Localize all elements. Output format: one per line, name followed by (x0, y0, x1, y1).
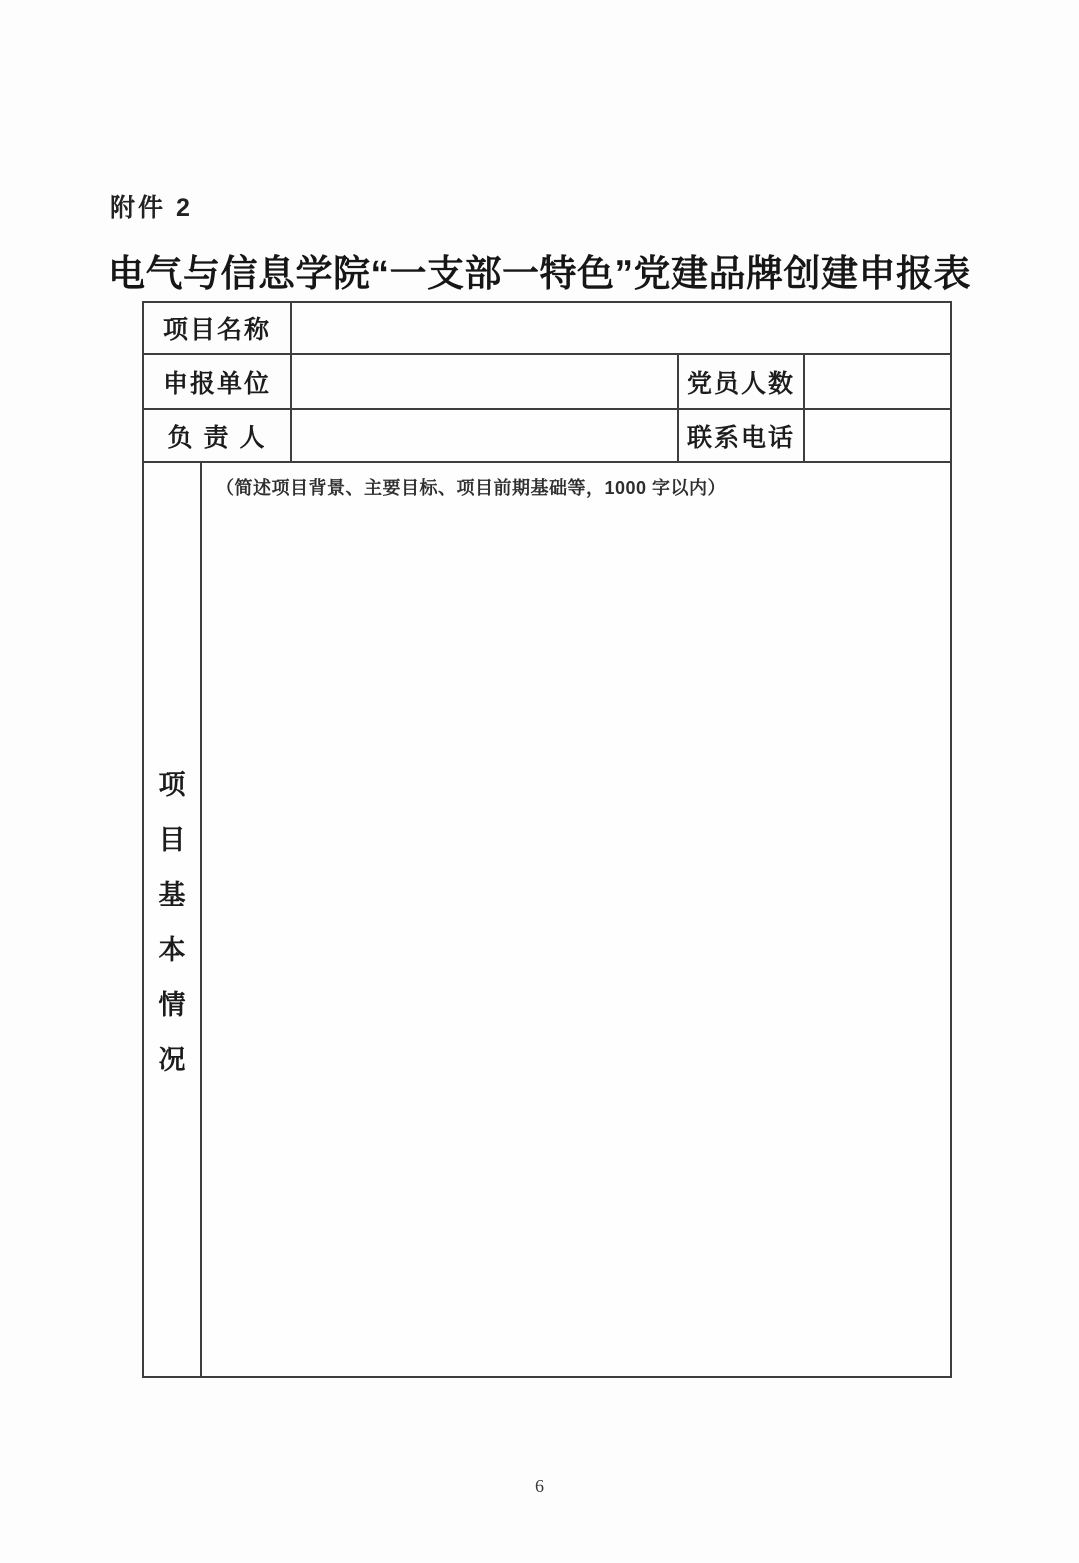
table-row (143, 302, 951, 354)
application-form-table (142, 301, 952, 1378)
side-label-char: 项 (158, 769, 186, 800)
basic-info-side-cell (143, 462, 201, 1377)
basic-info-field (201, 462, 951, 1377)
attachment-label: 附件 2 (110, 194, 193, 222)
project-name-field (291, 302, 951, 354)
applicant-unit-field (291, 354, 678, 409)
page-number: 6 (535, 1476, 544, 1496)
side-label-char: 本 (158, 934, 186, 965)
table-row (143, 462, 951, 1377)
project-name-label: 项目名称 (143, 302, 291, 354)
side-label-char: 目 (158, 824, 186, 855)
table-row (143, 354, 951, 409)
party-member-count-field (804, 354, 951, 409)
basic-info-side-label (144, 763, 200, 1077)
contact-phone-label: 联系电话 (678, 409, 804, 462)
person-in-charge-label: 负 责 人 (143, 409, 291, 462)
side-label-char: 情 (158, 989, 186, 1020)
person-in-charge-field (291, 409, 678, 462)
party-member-count-label: 党员人数 (678, 354, 804, 409)
side-label-char: 况 (158, 1044, 186, 1075)
contact-phone-field (804, 409, 951, 462)
basic-info-hint: （简述项目背景、主要目标、项目前期基础等，1000 字以内） (216, 478, 727, 498)
table-row (143, 409, 951, 462)
side-label-char: 基 (158, 879, 186, 910)
form-title: 电气与信息学院“一支部一特色”党建品牌创建申报表 (108, 253, 971, 294)
applicant-unit-label: 申报单位 (143, 354, 291, 409)
